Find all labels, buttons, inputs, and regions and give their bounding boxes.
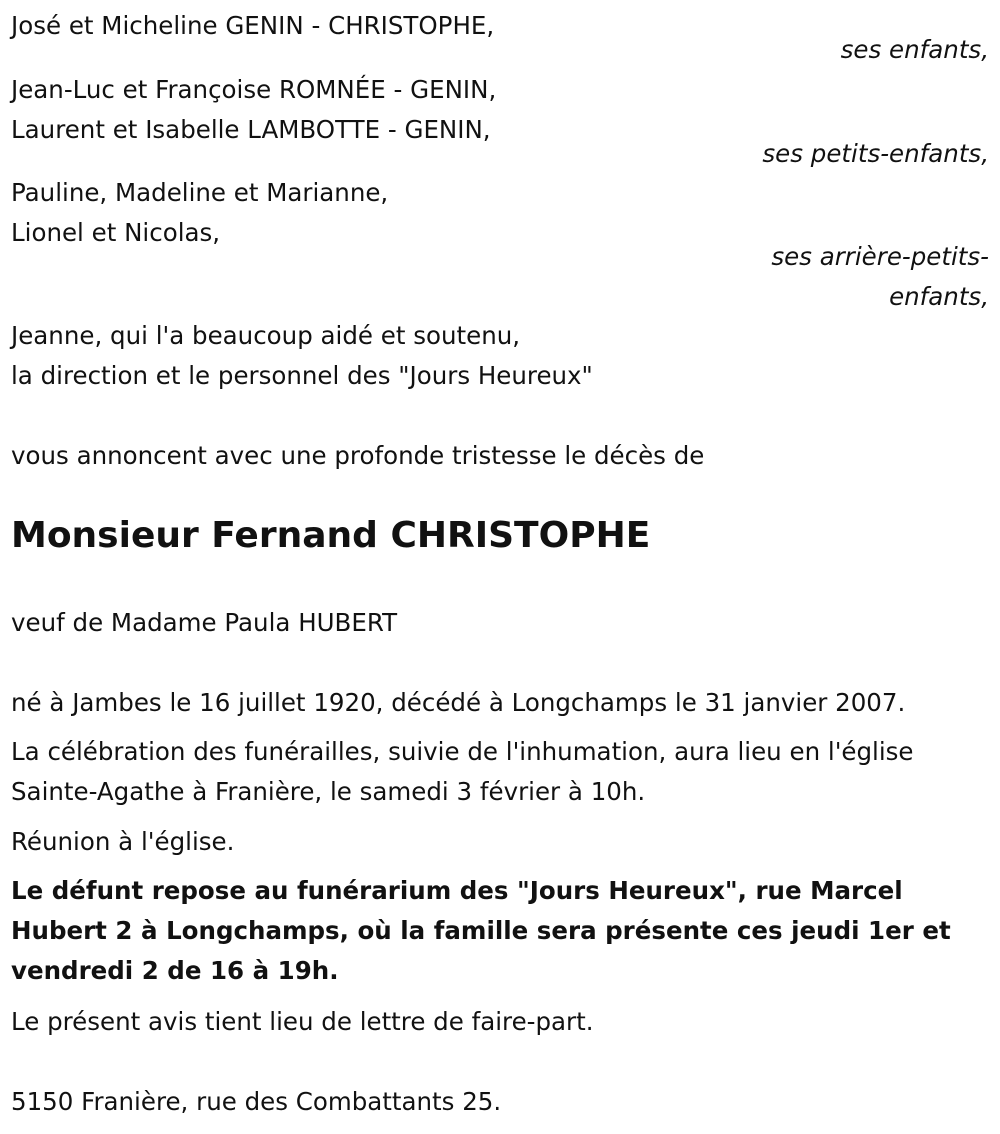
notice: Le présent avis tient lieu de lettre de faire-part.: [11, 1007, 594, 1036]
children-names: José et Micheline GENIN - CHRISTOPHE,: [11, 11, 495, 40]
viewing-line-3: vendredi 2 de 16 à 19h.: [11, 956, 339, 985]
grandchildren-role: ses petits-enfants,: [762, 139, 989, 168]
grandchildren-line-2: Laurent et Isabelle LAMBOTTE - GENIN,: [11, 115, 491, 144]
announcement: vous annoncent avec une profonde tristesse le décès de: [11, 441, 705, 470]
great-grandchildren-role-line-1: ses arrière-petits-: [771, 242, 989, 271]
ceremony-line-2: Sainte-Agathe à Franière, le samedi 3 février à 10h.: [11, 777, 646, 806]
great-grandchildren-line-2: Lionel et Nicolas,: [11, 218, 221, 247]
children-role: ses enfants,: [840, 35, 989, 64]
meeting: Réunion à l'église.: [11, 827, 235, 856]
address: 5150 Franière, rue des Combattants 25.: [11, 1087, 502, 1116]
birth-death: né à Jambes le 16 juillet 1920, décédé à Longchamps le 31 janvier 2007.: [11, 688, 906, 717]
others-line-2: la direction et le personnel des "Jours Heureux": [11, 361, 593, 390]
ceremony-line-1: La célébration des funérailles, suivie de l'inhumation, aura lieu en l'église: [11, 737, 914, 766]
viewing-line-1: Le défunt repose au funérarium des "Jours Heureux", rue Marcel: [11, 876, 903, 905]
widower-of: veuf de Madame Paula HUBERT: [11, 608, 398, 637]
viewing-line-2: Hubert 2 à Longchamps, où la famille sera présente ces jeudi 1er et: [11, 916, 951, 945]
grandchildren-line-1: Jean-Luc et Françoise ROMNÉE - GENIN,: [11, 75, 497, 104]
great-grandchildren-line-1: Pauline, Madeline et Marianne,: [11, 178, 389, 207]
great-grandchildren-role-line-2: enfants,: [889, 282, 989, 311]
deceased-name: Monsieur Fernand CHRISTOPHE: [11, 515, 651, 556]
others-line-1: Jeanne, qui l'a beaucoup aidé et soutenu,: [11, 321, 521, 350]
